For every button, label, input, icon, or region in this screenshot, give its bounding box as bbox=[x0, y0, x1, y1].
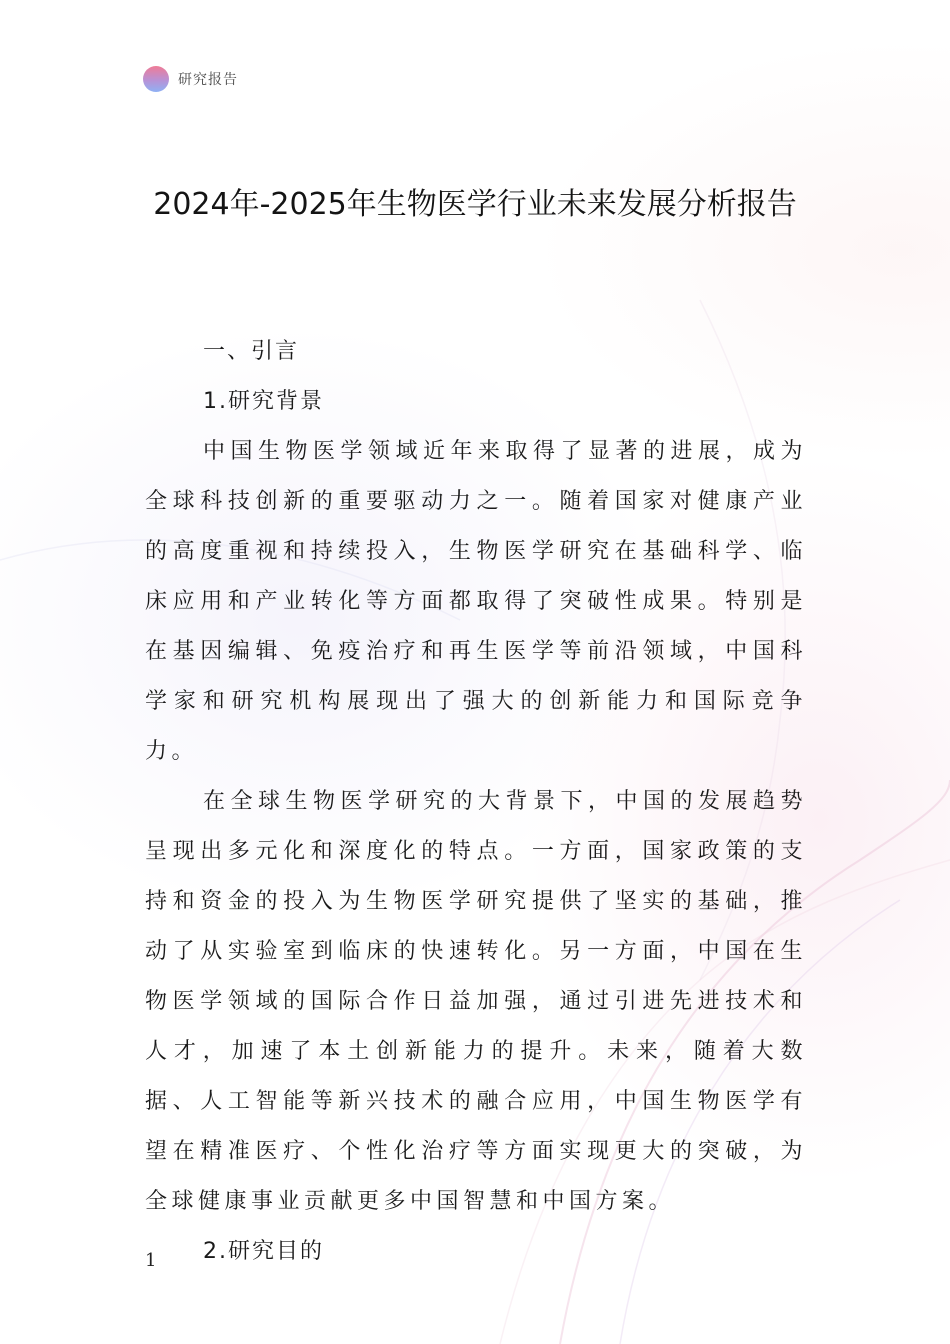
report-header bbox=[143, 66, 238, 92]
document-title: 2024年-2025年生物医学行业未来发展分析报告 bbox=[153, 187, 797, 222]
subsection-heading-background: 1.研究背景 bbox=[203, 389, 324, 414]
page-number: 1 bbox=[145, 1250, 157, 1271]
document-body bbox=[145, 327, 807, 1277]
logo-circle-icon bbox=[143, 66, 169, 92]
body-paragraph-1: 中国生物医学领域近年来取得了显著的进展，成为全球科技创新的重要驱动力之一。随着国家对健康产业的高度重视和持续投入，生物医学研究在基础科学、临床应用和产业转化等方面都取得了突破性成果。特别是在基因编辑、免疫治疗和再生医学等前沿领域，中国科学家和研究机构展现出了强大的创新能力和国际竞争力。 bbox=[145, 439, 807, 764]
section-heading-introduction: 一、引言 bbox=[203, 339, 300, 364]
body-paragraph-2: 在全球生物医学研究的大背景下，中国的发展趋势呈现出多元化和深度化的特点。一方面，国家政策的支持和资金的投入为生物医学研究提供了坚实的基础，推动了从实验室到临床的快速转化。另一方面，中国在生物医学领域的国际合作日益加强，通过引进先进技术和人才，加速了本土创新能力的提升。未来，随着大数据、人工智能等新兴技术的融合应用，中国生物医学有望在精准医疗、个性化治疗等方面实现更大的突破，为全球健康事业贡献更多中国智慧和中国方案。 bbox=[145, 789, 807, 1214]
header-label: 研究报告 bbox=[178, 72, 238, 88]
subsection-heading-purpose: 2.研究目的 bbox=[203, 1239, 324, 1264]
